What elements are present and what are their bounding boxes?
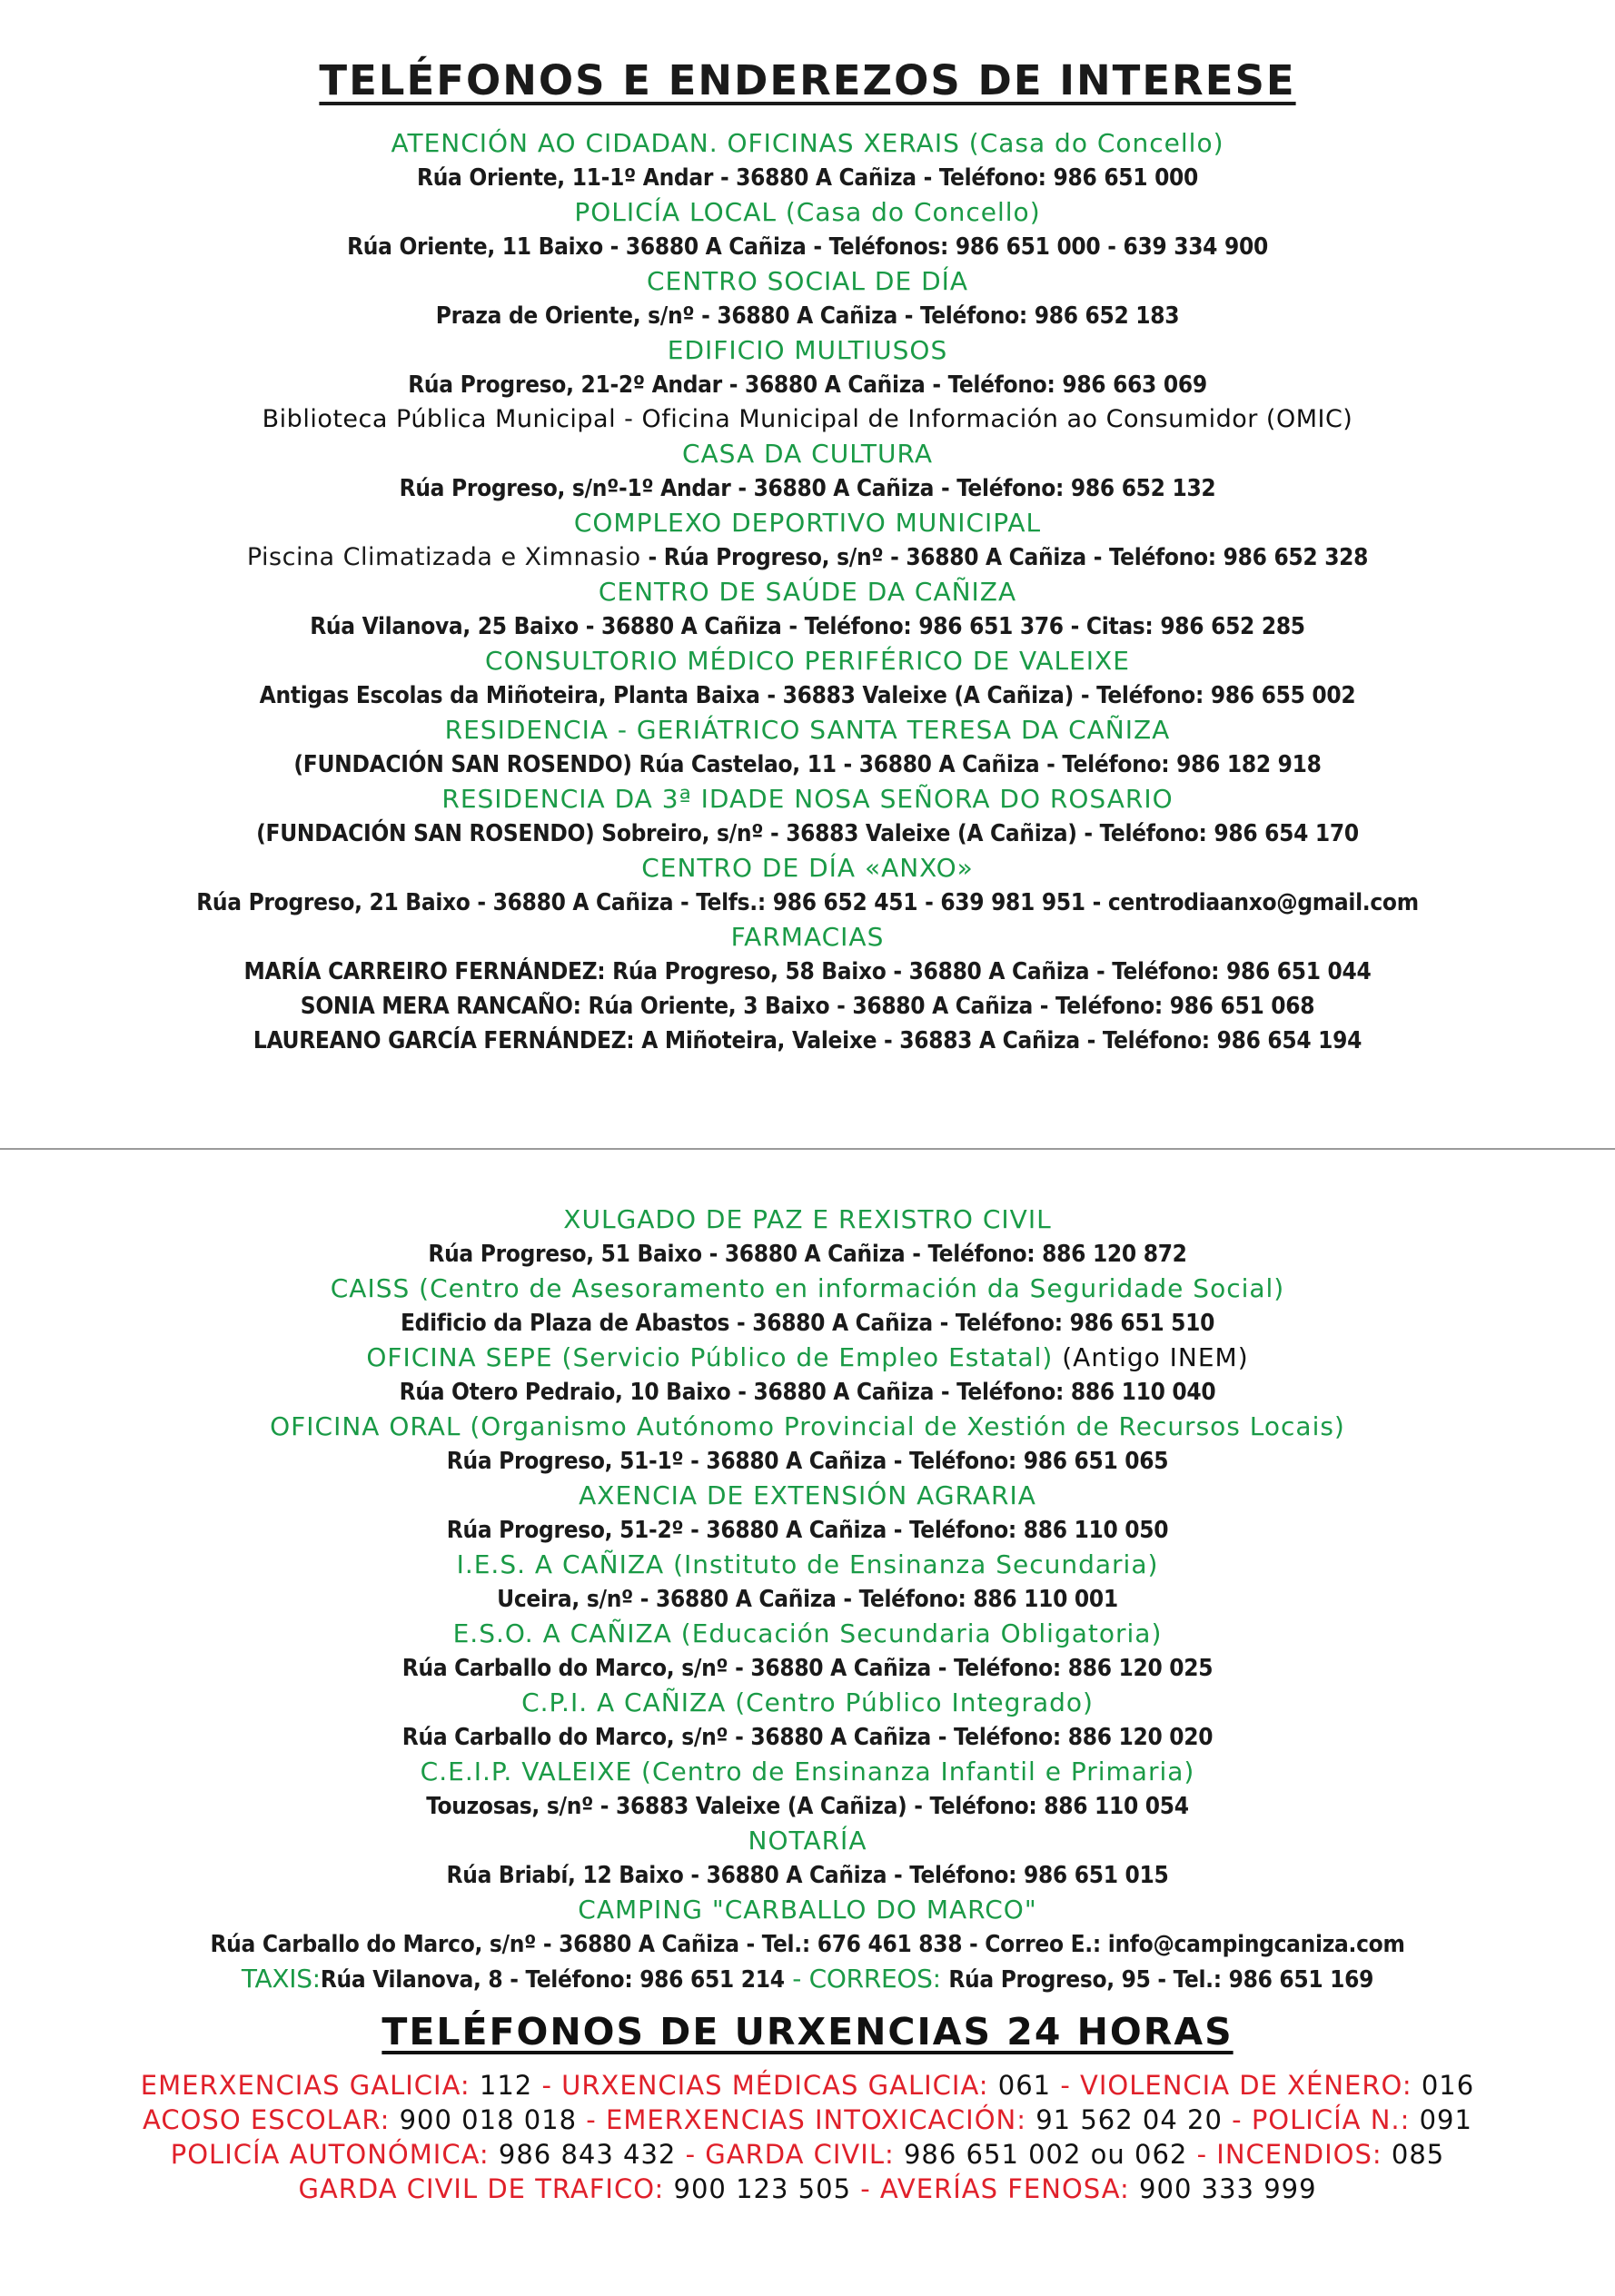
entry-address-line [0, 230, 1615, 264]
emergency-label: - POLICÍA N.: [1222, 2104, 1420, 2135]
entry-address-text: Edificio da Plaza de Abastos - 36880 A Cañiza - Teléfono: 986 651 510 [400, 1310, 1215, 1337]
emergency-number: 016 [1421, 2070, 1475, 2101]
emergency-label: POLICÍA AUTONÓMICA: [170, 2139, 499, 2170]
emergency-label: - EMERXENCIAS INTOXICACIÓN: [577, 2104, 1036, 2135]
entry-address-text: Rúa Progreso, s/nº-1º Andar - 36880 A Cañiza - Teléfono: 986 652 132 [399, 475, 1216, 502]
entry-address-line [0, 471, 1615, 506]
emergency-number: 900 123 505 [673, 2173, 852, 2204]
directory-entry [0, 920, 1615, 1058]
entry-heading-text: POLICÍA LOCAL (Casa do Concello) [574, 197, 1041, 227]
entry-heading [0, 713, 1615, 747]
entry-heading [0, 851, 1615, 886]
entry-heading [0, 195, 1615, 230]
entry-address-line [0, 1582, 1615, 1617]
emergency-label: ACOSO ESCOLAR: [143, 2104, 400, 2135]
entry-heading-text: C.P.I. A CAÑIZA (Centro Público Integrado) [521, 1687, 1094, 1717]
entry-address-line [0, 609, 1615, 644]
bottom-page [0, 1152, 1615, 2296]
entry-address-line [0, 1927, 1615, 1962]
entry-address-text: LAUREANO GARCÍA FERNÁNDEZ: A Miñoteira, Valeixe - 36883 A Cañiza - Teléfono: 986 654 194 [253, 1027, 1362, 1054]
entry-heading [0, 437, 1615, 471]
entry-address-text: Rúa Oriente, 11-1º Andar - 36880 A Cañiza - Teléfono: 986 651 000 [416, 164, 1199, 192]
entry-heading-text: CASA DA CULTURA [681, 439, 934, 469]
directory-entry [0, 851, 1615, 920]
directory-entry [0, 264, 1615, 333]
entry-address-line [0, 1858, 1615, 1893]
entry-address-line [0, 368, 1615, 402]
entry-heading-text: ATENCIÓN AO CIDADAN. OFICINAS XERAIS (Casa do Concello) [391, 128, 1224, 158]
entry-heading-text: CONSULTORIO MÉDICO PERIFÉRICO DE VALEIXE [485, 646, 1130, 676]
taxis-correos-line [0, 1962, 1615, 1997]
entry-heading [0, 1341, 1615, 1375]
emergency-number: 085 [1391, 2139, 1445, 2170]
directory-entry [0, 1617, 1615, 1686]
entry-heading-text: CENTRO DE SAÚDE DA CAÑIZA [598, 577, 1017, 607]
entry-heading [0, 644, 1615, 678]
emergency-number: 900 333 999 [1139, 2173, 1317, 2204]
entry-address-line [0, 1375, 1615, 1410]
entry-address-line [0, 955, 1615, 989]
top-sections [0, 126, 1615, 1058]
entry-heading [0, 782, 1615, 816]
emergency-line [0, 2103, 1615, 2137]
emergency-number: 061 [997, 2070, 1052, 2101]
entry-address-line [0, 1306, 1615, 1341]
entry-address-line [0, 1789, 1615, 1824]
entry-address-text: MARÍA CARREIRO FERNÁNDEZ: Rúa Progreso, 58 Baixo - 36880 A Cañiza - Teléfono: 986 651 044 [243, 958, 1372, 985]
entry-address-line [0, 299, 1615, 333]
entry-address-text: Rúa Carballo do Marco, s/nº - 36880 A Cañiza - Tel.: 676 461 838 - Correo E.: info@campingcaniza.com [210, 1931, 1405, 1958]
entry-address-text: Rúa Progreso, 51 Baixo - 36880 A Cañiza - Teléfono: 886 120 872 [428, 1241, 1187, 1268]
page-title: TELÉFONOS E ENDEREZOS DE INTERESE [319, 56, 1296, 104]
entry-heading-text: CENTRO DE DÍA «ANXO» [641, 853, 974, 883]
entry-address-text: Touzosas, s/nº - 36883 Valeixe (A Cañiza) - Teléfono: 886 110 054 [426, 1793, 1189, 1820]
entry-heading [0, 575, 1615, 609]
entry-address-text: (FUNDACIÓN SAN ROSENDO) Rúa Castelao, 11 - 36880 A Cañiza - Teléfono: 986 182 918 [293, 751, 1322, 778]
entry-address-text: Praza de Oriente, s/nº - 36880 A Cañiza - Teléfono: 986 652 183 [435, 302, 1180, 330]
entry-address-line [0, 1024, 1615, 1058]
entry-heading [0, 333, 1615, 368]
entry-heading-text: OFICINA SEPE (Servicio Público de Empleo Estatal) [366, 1342, 1054, 1372]
entry-heading [0, 1755, 1615, 1789]
entry-heading [0, 920, 1615, 955]
directory-entry [0, 1479, 1615, 1548]
entry-heading-text: CAISS (Centro de Asesoramento en información da Seguridade Social) [330, 1273, 1285, 1303]
urgencias-title: TELÉFONOS DE URXENCIAS 24 HORAS [381, 2010, 1234, 2054]
directory-entry [0, 506, 1615, 575]
entry-heading-text: NOTARÍA [748, 1826, 867, 1856]
directory-entry [0, 1824, 1615, 1893]
entry-heading-text: C.E.I.P. VALEIXE (Centro de Ensinanza Infantil e Primaria) [420, 1757, 1195, 1786]
entry-heading-text: CENTRO SOCIAL DE DÍA [646, 266, 969, 296]
directory-entry [0, 1686, 1615, 1755]
entry-heading [0, 264, 1615, 299]
entry-address-line [0, 886, 1615, 920]
directory-entry [0, 437, 1615, 506]
directory-entry [0, 195, 1615, 264]
emergency-line [0, 2137, 1615, 2172]
emergency-label: EMERXENCIAS GALICIA: [140, 2070, 480, 2101]
entry-heading-text: RESIDENCIA - GERIÁTRICO SANTA TERESA DA CAÑIZA [444, 715, 1171, 745]
directory-entry [0, 575, 1615, 644]
entry-address-text: Uceira, s/nº - 36880 A Cañiza - Teléfono: 886 110 001 [497, 1586, 1118, 1613]
entry-address-text: Rúa Progreso, 21 Baixo - 36880 A Cañiza - Telfs.: 986 652 451 - 639 981 951 - centrodiaanxo@gmail.com [196, 889, 1419, 916]
emergency-number: 091 [1419, 2104, 1472, 2135]
entry-address-text: Rúa Carballo do Marco, s/nº - 36880 A Cañiza - Teléfono: 886 120 020 [401, 1724, 1214, 1751]
entry-heading-text: I.E.S. A CAÑIZA (Instituto de Ensinanza Secundaria) [456, 1549, 1159, 1579]
entry-address-text: - Rúa Progreso, s/nº - 36880 A Cañiza - Teléfono: 986 652 328 [640, 544, 1369, 571]
directory-entry [0, 1755, 1615, 1824]
entry-address-line [0, 1651, 1615, 1686]
entry-address-line [0, 747, 1615, 782]
entry-heading-text: FARMACIAS [730, 922, 885, 952]
entry-heading [0, 1202, 1615, 1237]
correos-label: - CORREOS: [784, 1964, 949, 1994]
entry-address-line [0, 816, 1615, 851]
entry-heading-text: COMPLEXO DEPORTIVO MUNICIPAL [573, 508, 1042, 538]
entry-address-text: Rúa Progreso, 51-1º - 36880 A Cañiza - Teléfono: 986 651 065 [446, 1448, 1169, 1475]
entry-heading-text: CAMPING "CARBALLO DO MARCO" [578, 1895, 1037, 1925]
entry-heading-text: AXENCIA DE EXTENSIÓN AGRARIA [579, 1480, 1036, 1510]
entry-address-text: SONIA MERA RANCAÑO: Rúa Oriente, 3 Baixo - 36880 A Cañiza - Teléfono: 986 651 068 [300, 993, 1315, 1020]
directory-entry [0, 782, 1615, 851]
entry-heading-text: OFICINA ORAL (Organismo Autónomo Provincial de Xestión de Recursos Locais) [270, 1411, 1345, 1441]
entry-address-line [0, 540, 1615, 575]
entry-heading-note: (Antigo INEM) [1053, 1342, 1249, 1372]
entry-address-line [0, 1720, 1615, 1755]
entry-address-text: Rúa Carballo do Marco, s/nº - 36880 A Cañiza - Teléfono: 886 120 025 [401, 1655, 1214, 1682]
emergency-label: GARDA CIVIL DE TRAFICO: [298, 2173, 674, 2204]
directory-entry [0, 644, 1615, 713]
entry-extra-line: Biblioteca Pública Municipal - Oficina Municipal de Información ao Consumidor (OMIC) [262, 405, 1353, 433]
entry-heading-text: EDIFICIO MULTIUSOS [667, 335, 948, 365]
emergency-number: 900 018 018 [399, 2104, 578, 2135]
emergency-label: - INCENDIOS: [1187, 2139, 1392, 2170]
entry-address-text: Rúa Briabí, 12 Baixo - 36880 A Cañiza - Teléfono: 986 651 015 [446, 1862, 1169, 1889]
entry-address-line [0, 1444, 1615, 1479]
entry-heading-text: E.S.O. A CAÑIZA (Educación Secundaria Obligatoria) [452, 1618, 1163, 1648]
entry-address-text: Rúa Vilanova, 25 Baixo - 36880 A Cañiza - Teléfono: 986 651 376 - Citas: 986 652 285 [310, 613, 1305, 640]
directory-entry [0, 126, 1615, 195]
directory-entry [0, 713, 1615, 782]
bottom-sections [0, 1202, 1615, 1962]
entry-address-text: (FUNDACIÓN SAN ROSENDO) Sobreiro, s/nº - 36883 Valeixe (A Cañiza) - Teléfono: 986 654 170 [256, 820, 1359, 847]
directory-entry [0, 1272, 1615, 1341]
emergency-line [0, 2068, 1615, 2103]
entry-heading [0, 1824, 1615, 1858]
directory-entry [0, 1893, 1615, 1962]
entry-heading [0, 1617, 1615, 1651]
emergency-number: 112 [479, 2070, 533, 2101]
directory-entry [0, 1202, 1615, 1272]
entry-address-text: Rúa Otero Pedraio, 10 Baixo - 36880 A Cañiza - Teléfono: 886 110 040 [399, 1379, 1216, 1406]
emergency-number: 986 843 432 [498, 2139, 677, 2170]
entry-address-line [0, 989, 1615, 1024]
directory-entry [0, 1410, 1615, 1479]
emergency-number: 986 651 002 ou 062 [903, 2139, 1188, 2170]
entry-heading-text: RESIDENCIA DA 3ª IDADE NOSA SEÑORA DO ROSARIO [441, 784, 1174, 814]
entry-heading [0, 506, 1615, 540]
emergency-label: - AVERÍAS FENOSA: [851, 2173, 1140, 2204]
directory-entry [0, 333, 1615, 437]
entry-heading [0, 1893, 1615, 1927]
emergency-line [0, 2172, 1615, 2206]
correos-text: Rúa Progreso, 95 - Tel.: 986 651 169 [948, 1966, 1374, 1994]
entry-address-text: Rúa Progreso, 51-2º - 36880 A Cañiza - Teléfono: 886 110 050 [446, 1517, 1169, 1544]
entry-address-line [0, 161, 1615, 195]
entry-heading [0, 126, 1615, 161]
taxis-label: TAXIS: [241, 1964, 321, 1994]
entry-heading [0, 1479, 1615, 1513]
directory-entry [0, 1548, 1615, 1617]
entry-heading [0, 1686, 1615, 1720]
emergency-number: 91 562 04 20 [1035, 2104, 1223, 2135]
entry-heading [0, 1548, 1615, 1582]
entry-heading [0, 1272, 1615, 1306]
emergency-label: - URXENCIAS MÉDICAS GALICIA: [532, 2070, 998, 2101]
entry-address-text: Antigas Escolas da Miñoteira, Planta Baixa - 36883 Valeixe (A Cañiza) - Teléfono: 986 655 002 [259, 682, 1356, 709]
entry-address-text: Rúa Oriente, 11 Baixo - 36880 A Cañiza - Teléfonos: 986 651 000 - 639 334 900 [347, 233, 1268, 261]
entry-address-line [0, 678, 1615, 713]
entry-heading-text: XULGADO DE PAZ E REXISTRO CIVIL [563, 1204, 1052, 1234]
entry-lead-text: Piscina Climatizada e Ximnasio [246, 543, 641, 571]
entry-address-text: Rúa Progreso, 21-2º Andar - 36880 A Cañiza - Teléfono: 986 663 069 [408, 371, 1207, 399]
entry-heading [0, 1410, 1615, 1444]
entry-address-line [0, 1513, 1615, 1548]
emergency-label: - GARDA CIVIL: [676, 2139, 904, 2170]
emergency-label: - VIOLENCIA DE XÉNERO: [1051, 2070, 1422, 2101]
taxis-text: Rúa Vilanova, 8 - Teléfono: 986 651 214 [320, 1966, 785, 1994]
directory-entry [0, 1341, 1615, 1410]
urgencias-list [0, 2068, 1615, 2206]
entry-address-line [0, 1237, 1615, 1272]
